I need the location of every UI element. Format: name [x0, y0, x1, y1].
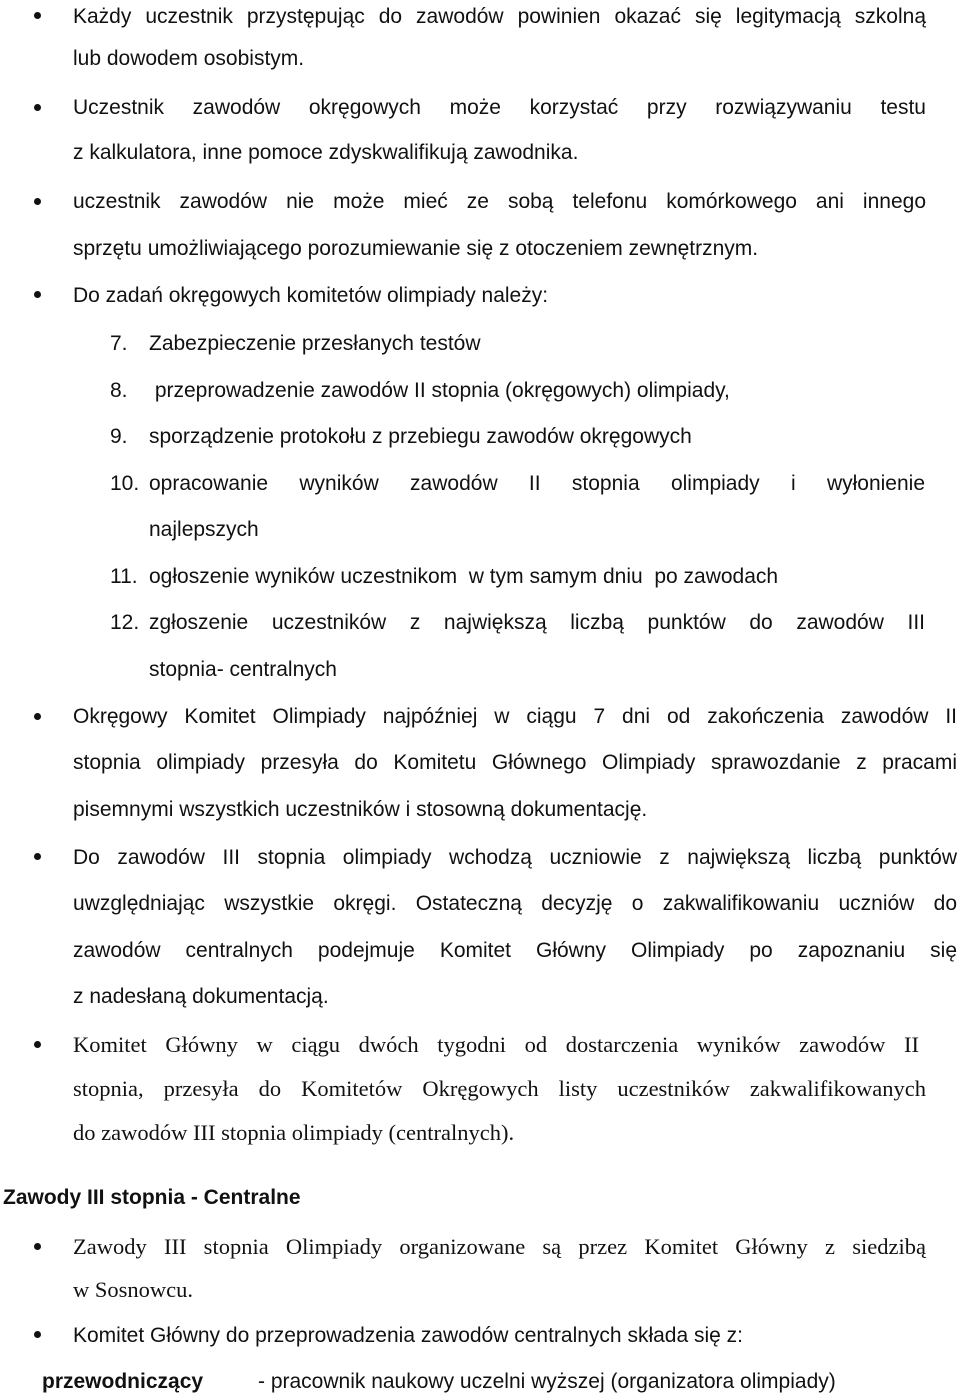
bullet-line: Uczestnik zawodów okręgowych może korzystać przy rozwiązywaniu testu — [73, 96, 926, 119]
list-text: ogłoszenie wyników uczestnikom w tym samym dniu po zawodach — [149, 565, 779, 588]
section-heading: Zawody III stopnia - Centralne — [3, 1186, 301, 1209]
bullet-line: Do zawodów III stopnia olimpiady wchodzą uczniowie z największą liczbą punktów — [73, 846, 957, 869]
bullet-dot — [34, 1041, 41, 1048]
bullet-dot — [34, 1243, 41, 1250]
bullet-line: z kalkulatora, inne pomoce zdyskwalifikują zawodnika. — [73, 141, 579, 164]
list-text: opracowanie wyników zawodów II stopnia olimpiady i wyłonienie — [149, 472, 925, 495]
list-text: Zabezpieczenie przesłanych testów — [149, 332, 481, 355]
list-number: 7. — [110, 332, 128, 355]
list-text: przeprowadzenie zawodów II stopnia (okręgowych) olimpiady, — [149, 379, 730, 402]
committee-role-description: - pracownik naukowy uczelni wyższej (organizatora olimpiady) — [258, 1370, 836, 1393]
list-text: sporządzenie protokołu z przebiegu zawodów okręgowych — [149, 425, 692, 448]
list-text: najlepszych — [149, 518, 259, 541]
list-number: 11. — [110, 565, 138, 588]
bullet-line: w Sosnowcu. — [73, 1277, 194, 1302]
bullet-line: uwzględniając wszystkie okręgi. Ostateczną decyzję o zakwalifikowaniu uczniów do — [73, 892, 957, 915]
bullet-dot — [34, 104, 41, 111]
bullet-line: Każdy uczestnik przystępując do zawodów powinien okazać się legitymacją szkolną — [73, 5, 926, 28]
bullet-dot — [34, 12, 41, 19]
list-number: 9. — [110, 425, 128, 448]
bullet-line: Zawody III stopnia Olimpiady organizowane są przez Komitet Główny z siedzibą — [73, 1234, 926, 1259]
bullet-line: zawodów centralnych podejmuje Komitet Główny Olimpiady po zapoznaniu się — [73, 939, 957, 962]
bullet-line: stopnia olimpiady przesyła do Komitetu Głównego Olimpiady sprawozdanie z pracami — [73, 751, 957, 774]
bullet-line: z nadesłaną dokumentacją. — [73, 985, 329, 1008]
list-text: stopnia- centralnych — [149, 658, 337, 681]
bullet-line: uczestnik zawodów nie może mieć ze sobą telefonu komórkowego ani innego — [73, 190, 926, 213]
bullet-line: Okręgowy Komitet Olimpiady najpóźniej w ciągu 7 dni od zakończenia zawodów II — [73, 705, 957, 728]
list-number: 12. — [110, 611, 140, 634]
list-number: 10. — [110, 472, 140, 495]
bullet-dot — [34, 198, 41, 205]
bullet-line: Komitet Główny w ciągu dwóch tygodni od dostarczenia wyników zawodów II — [73, 1032, 919, 1057]
bullet-dot — [34, 853, 41, 860]
list-number: 8. — [110, 379, 128, 402]
bullet-dot — [34, 291, 41, 298]
list-text: zgłoszenie uczestników z największą liczbą punktów do zawodów III — [149, 611, 925, 634]
committee-role: przewodniczący — [42, 1370, 204, 1393]
bullet-line: do zawodów III stopnia olimpiady (centralnych). — [73, 1120, 515, 1145]
bullet-line: stopnia, przesyła do Komitetów Okręgowych listy uczestników zakwalifikowanych — [73, 1076, 926, 1101]
bullet-dot — [34, 1331, 41, 1338]
bullet-dot — [34, 713, 41, 720]
bullet-line: Do zadań okręgowych komitetów olimpiady należy: — [73, 284, 549, 307]
bullet-line: pisemnymi wszystkich uczestników i stosowną dokumentację. — [73, 798, 648, 821]
bullet-line: sprzętu umożliwiającego porozumiewanie się z otoczeniem zewnętrznym. — [73, 237, 759, 260]
bullet-line: lub dowodem osobistym. — [73, 47, 305, 70]
bullet-line: Komitet Główny do przeprowadzenia zawodów centralnych składa się z: — [73, 1324, 744, 1347]
